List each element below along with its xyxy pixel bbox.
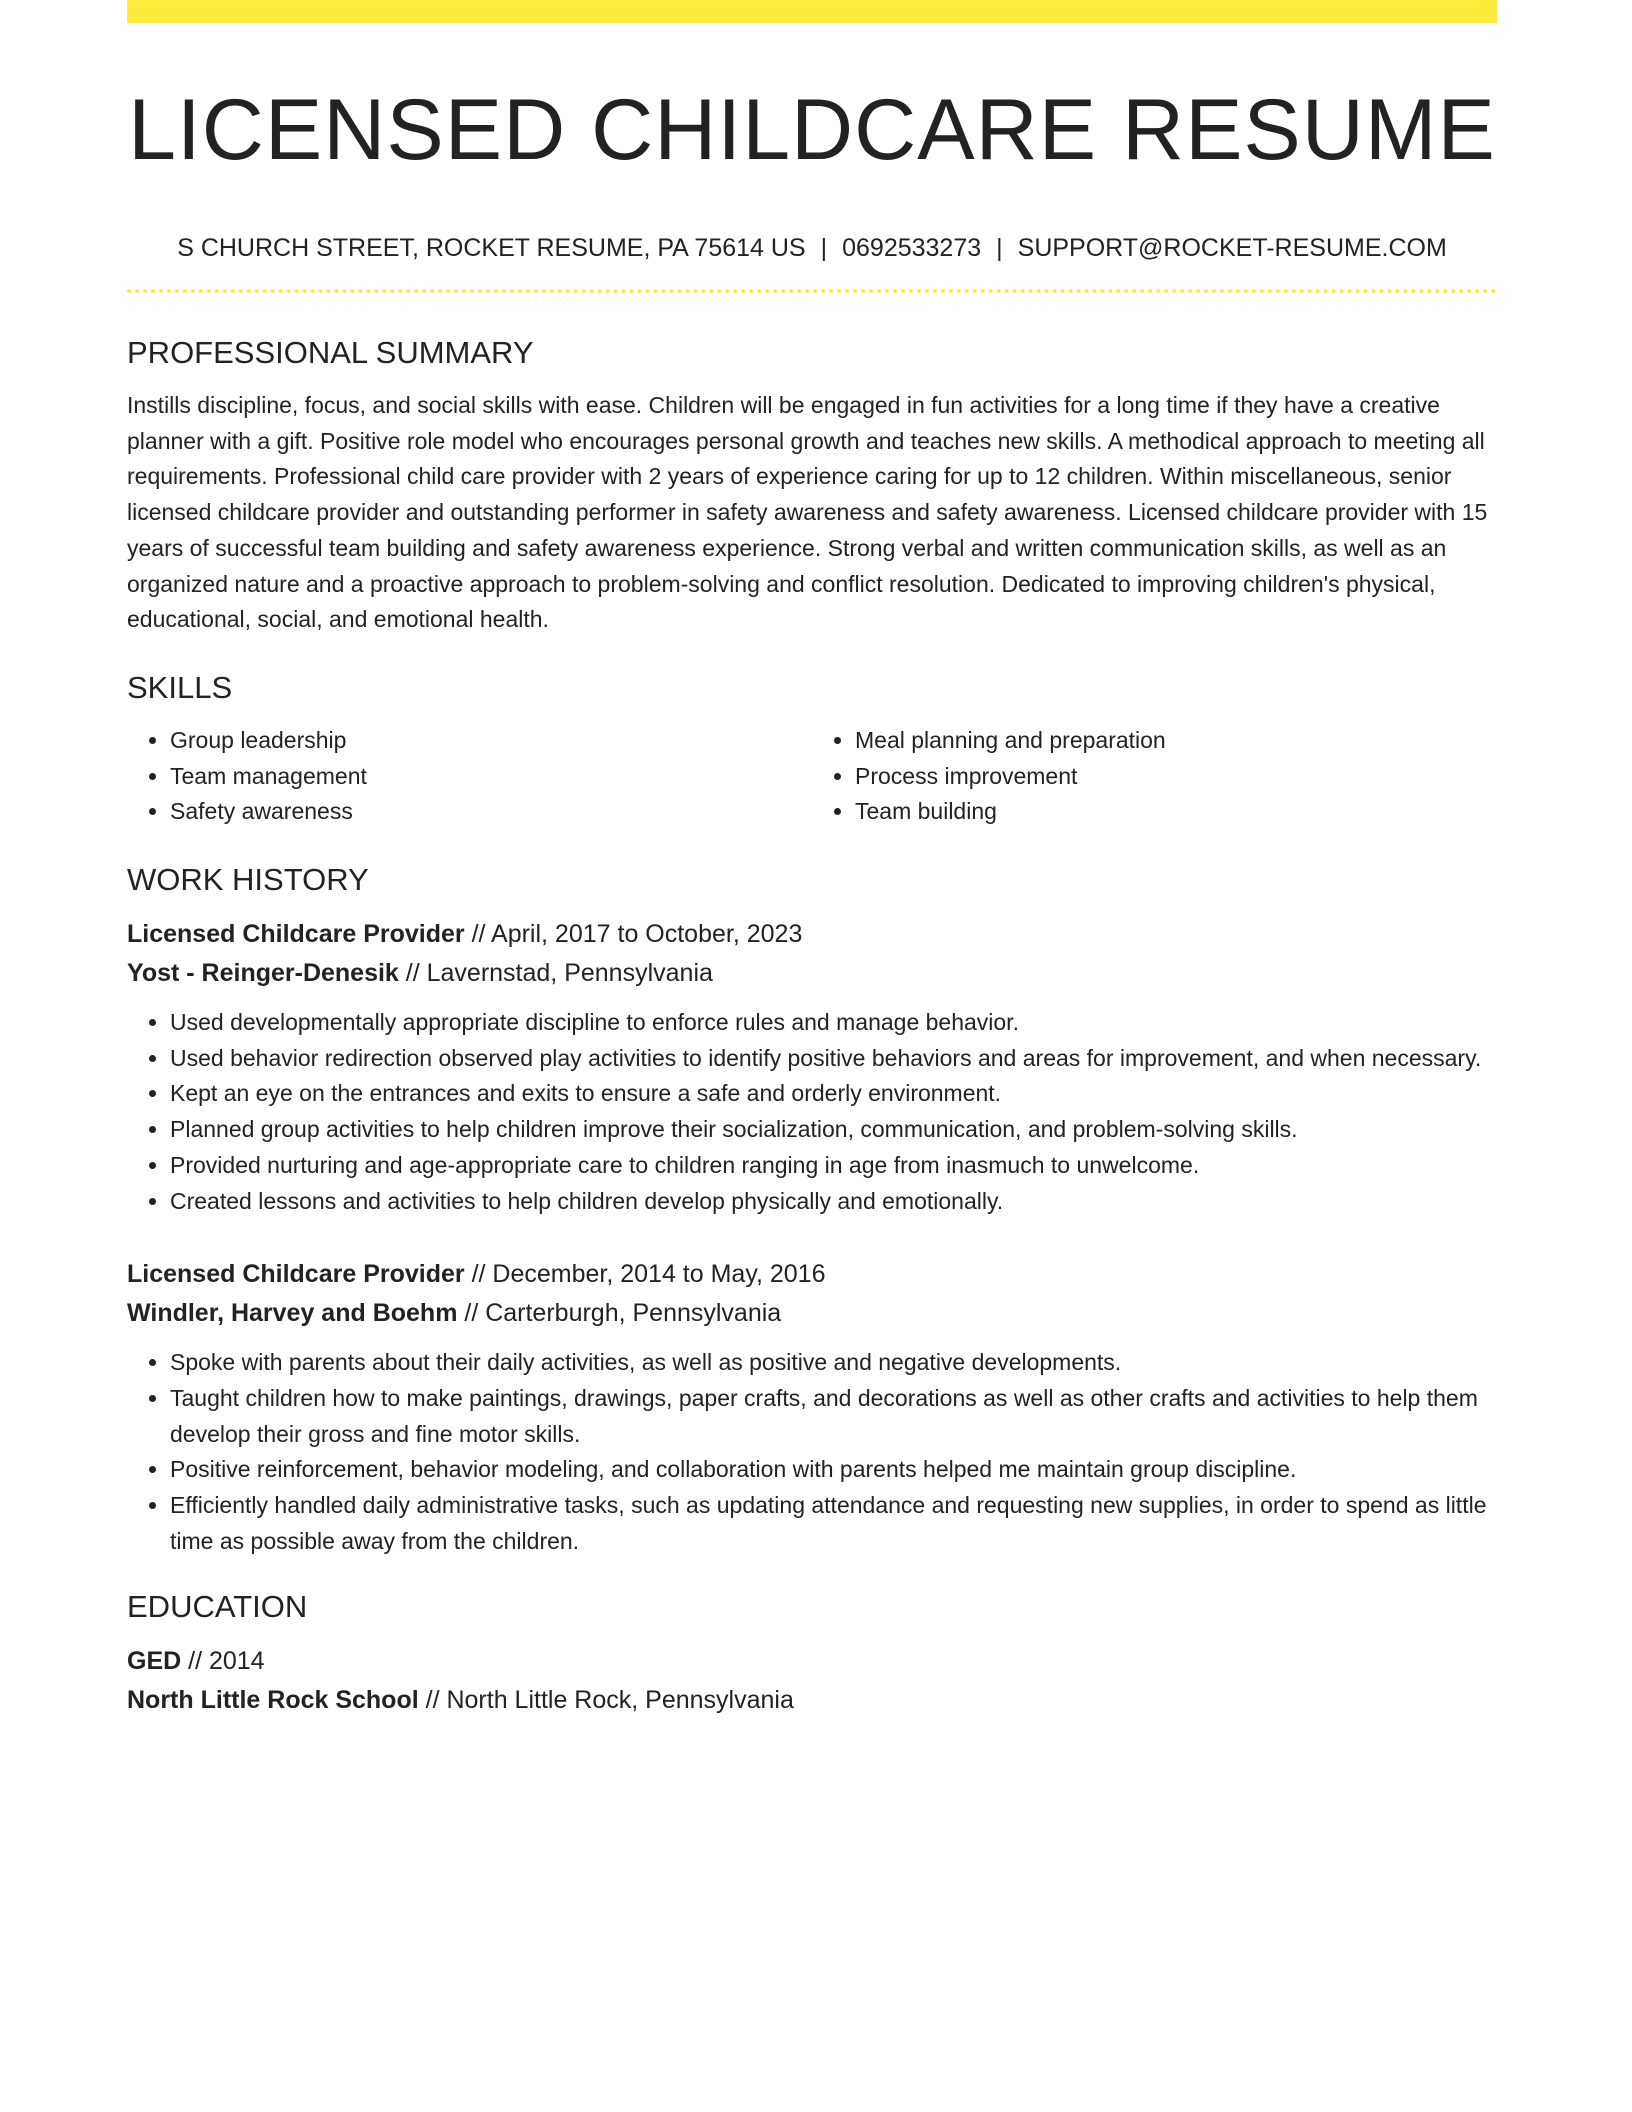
job-bullet: • Positive reinforcement, behavior modeling, and collaboration with parents helped me maintain group discipline.	[170, 1452, 1497, 1488]
skills-column-right	[812, 723, 1497, 830]
dotted-divider	[127, 289, 1497, 293]
education-heading: EDUCATION	[127, 1589, 308, 1625]
skills-grid	[127, 723, 1497, 830]
contact-email[interactable]: SUPPORT@ROCKET-RESUME.COM	[1017, 234, 1447, 262]
contact-phone[interactable]: 0692533273	[842, 234, 982, 262]
education-degree: GED	[127, 1647, 182, 1676]
resume-title: LICENSED CHILDCARE RESUME	[128, 82, 1496, 178]
job-bullet: • Taught children how to make paintings, drawings, paper crafts, and decorations as well as other crafts and activities to help them develop their gross and fine motor skills.	[170, 1381, 1497, 1452]
job-location: // Carterburgh, Pennsylvania	[457, 1299, 782, 1328]
job-role: Licensed Childcare Provider	[127, 1260, 465, 1289]
top-accent-bar	[127, 0, 1497, 23]
job-bullet: • Planned group activities to help children improve their socialization, communication, and problem-solving skills.	[170, 1112, 1497, 1148]
education-school: North Little Rock School	[127, 1686, 419, 1715]
contact-address: S CHURCH STREET, ROCKET RESUME, PA 75614 US	[177, 234, 806, 262]
education-location: // North Little Rock, Pennsylvania	[418, 1686, 794, 1715]
job-company-line	[127, 1294, 1497, 1333]
job-entry	[127, 915, 1497, 1219]
job-dates: // April, 2017 to October, 2023	[464, 920, 803, 949]
education-year: // 2014	[181, 1647, 265, 1676]
job-company-line	[127, 954, 1497, 993]
job-bullet: • Kept an eye on the entrances and exits to ensure a safe and orderly environment.	[170, 1076, 1497, 1112]
work-history-heading: WORK HISTORY	[127, 862, 369, 898]
education-entry	[127, 1642, 1497, 1720]
skill-item: • Process improvement	[855, 759, 1497, 795]
job-company: Yost - Reinger-Denesik	[127, 959, 399, 988]
skill-item: • Meal planning and preparation	[855, 723, 1497, 759]
summary-heading: PROFESSIONAL SUMMARY	[127, 335, 534, 370]
job-entry	[127, 1255, 1497, 1559]
job-bullet: • Provided nurturing and age-appropriate care to children ranging in age from inasmuch to unwelcome.	[170, 1148, 1497, 1184]
job-bullet: • Spoke with parents about their daily activities, as well as positive and negative developments.	[170, 1345, 1497, 1381]
resume-page	[127, 0, 1497, 1720]
skill-item: • Safety awareness	[170, 794, 812, 830]
skills-column-left	[127, 723, 812, 830]
job-location: // Lavernstad, Pennsylvania	[398, 959, 713, 988]
summary-text: Instills discipline, focus, and social skills with ease. Children will be engaged in fun activities for a long time if they have a creative planner with a gift. Positive role model who encourages personal growth and teaches new skills. A methodical approach to meeting all requirements. Professional child care provider with 2 years of experience caring for up to 12 children. Within miscellaneous, senior licensed childcare provider and outstanding performer in safety awareness and safety awareness. Licensed childcare provider with 15 years of successful team building and safety awareness experience. Strong verbal and written communication skills, as well as an organized nature and a proactive approach to problem-solving and conflict resolution. Dedicated to improving children's physical, educational, social, and emotional health.	[127, 392, 1488, 633]
job-bullet: • Used developmentally appropriate discipline to enforce rules and manage behavior.	[170, 1005, 1497, 1041]
skill-item: • Team management	[170, 759, 812, 795]
job-dates: // December, 2014 to May, 2016	[464, 1260, 826, 1289]
job-company: Windler, Harvey and Boehm	[127, 1299, 458, 1328]
job-bullet: • Used behavior redirection observed play activities to identify positive behaviors and areas for improvement, and when necessary.	[170, 1041, 1497, 1077]
education-degree-line	[127, 1642, 1497, 1681]
job-title-line	[127, 1255, 1497, 1294]
job-role: Licensed Childcare Provider	[127, 920, 465, 949]
job-bullet: • Efficiently handled daily administrative tasks, such as updating attendance and requesting new supplies, in order to spend as little time as possible away from the children.	[170, 1488, 1497, 1559]
job-bullets	[127, 1345, 1497, 1559]
contact-line	[127, 233, 1497, 263]
job-title-line	[127, 915, 1497, 954]
skill-item: • Group leadership	[170, 723, 812, 759]
contact-separator: |	[996, 234, 1003, 262]
job-bullet: • Created lessons and activities to help children develop physically and emotionally.	[170, 1184, 1497, 1220]
skill-item: • Team building	[855, 794, 1497, 830]
contact-separator: |	[820, 234, 828, 262]
education-school-line	[127, 1681, 1497, 1720]
job-bullets	[127, 1005, 1497, 1219]
skills-heading: SKILLS	[127, 669, 233, 705]
